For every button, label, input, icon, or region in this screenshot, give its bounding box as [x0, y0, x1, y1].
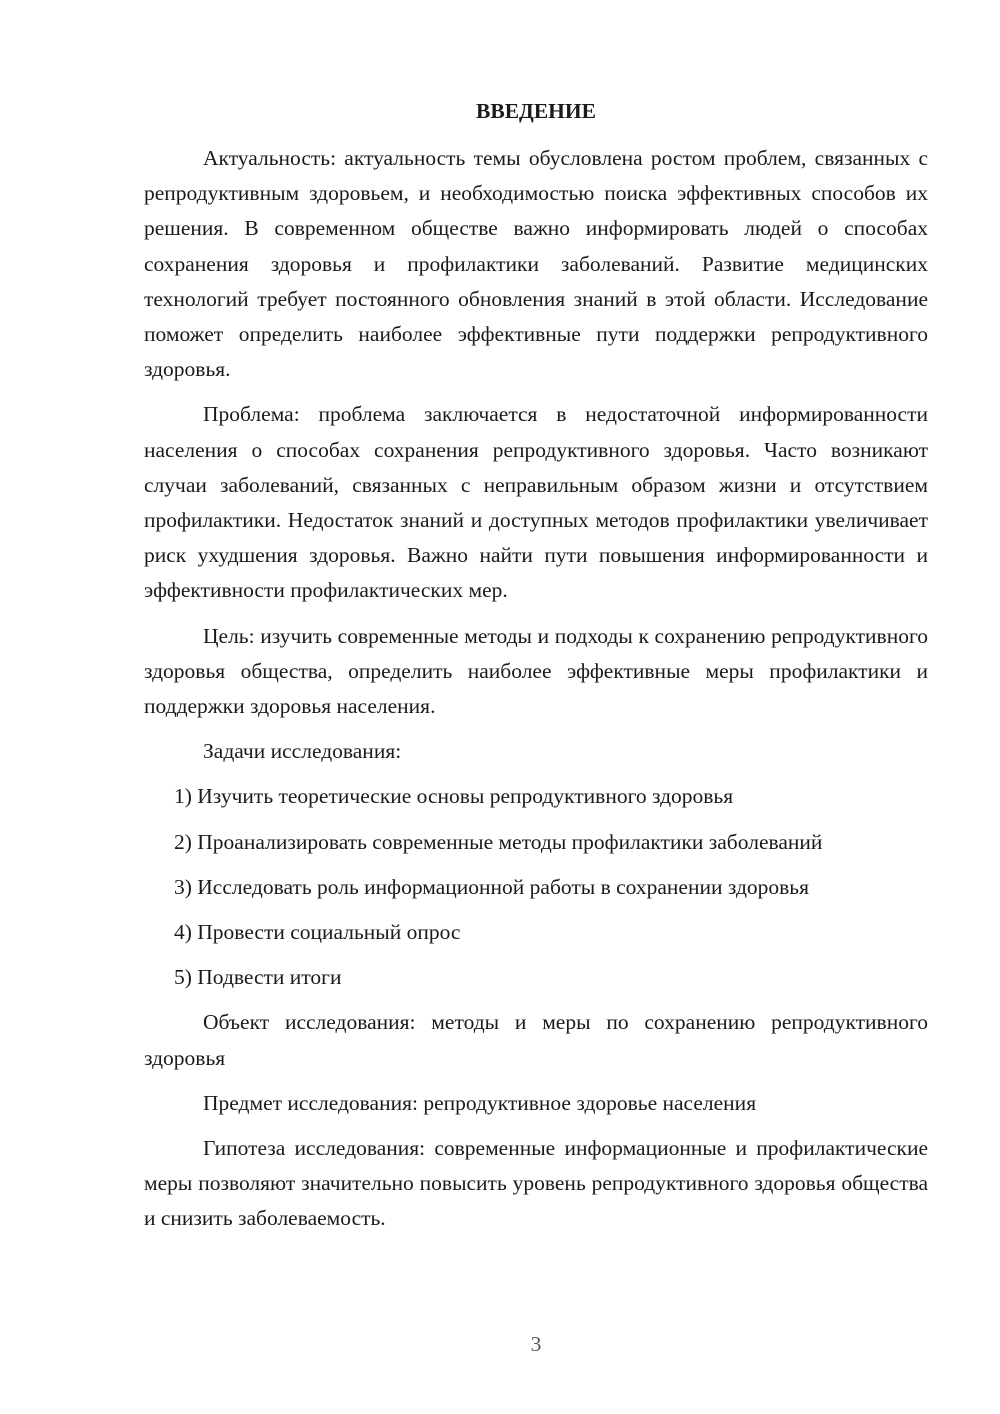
problem-paragraph: Проблема: проблема заключается в недостаточной информированности населения о способах сохранения репродуктивного здоровья. Часто возникают случаи заболеваний, связанных с неправильным образом жизни и отсутствием профилактики. Недостаток знаний и доступных методов профилактики увеличивает риск ухудшения здоровья. Важно найти пути повышения информированности и эффективности профилактических мер. — [144, 402, 928, 603]
goal-paragraph: Цель: изучить современные методы и подходы к сохранению репродуктивного здоровья общества, определить наиболее эффективные меры профилактики и поддержки здоровья населения. — [144, 623, 928, 719]
page-content — [144, 94, 928, 1237]
object-paragraph: Объект исследования: методы и меры по сохранению репродуктивного здоровья — [144, 1010, 928, 1070]
subject-paragraph: Предмет исследования: репродуктивное здоровье населения — [203, 1090, 757, 1115]
hypothesis-paragraph: Гипотеза исследования: современные информационные и профилактические меры позволяют значительно повысить уровень репродуктивного здоровья общества и снизить заболеваемость. — [144, 1136, 928, 1231]
tasks-heading: Задачи исследования: — [203, 739, 402, 764]
list-item: 2) Проанализировать современные методы профилактики заболеваний — [174, 829, 823, 854]
list-item: 4) Провести социальный опрос — [174, 920, 461, 945]
list-item: 1) Изучить теоретические основы репродуктивного здоровья — [174, 784, 734, 809]
relevance-paragraph: Актуальность: актуальность темы обусловлена ростом проблем, связанных с репродуктивным здоровьем, и необходимостью поиска эффективных способов их решения. В современном обществе важно информировать людей о способах сохранения здоровья и профилактики заболеваний. Развитие медицинских технологий требует постоянного обновления знаний в этой области. Исследование поможет определить наиболее эффективные пути поддержки репродуктивного здоровья. — [144, 146, 928, 382]
list-item: 5) Подвести итоги — [174, 965, 342, 990]
tasks-list — [144, 779, 928, 995]
list-item: 3) Исследовать роль информационной работы в сохранении здоровья — [174, 874, 809, 899]
page-number: 3 — [530, 1332, 542, 1356]
page-title: ВВЕДЕНИЕ — [476, 99, 596, 123]
